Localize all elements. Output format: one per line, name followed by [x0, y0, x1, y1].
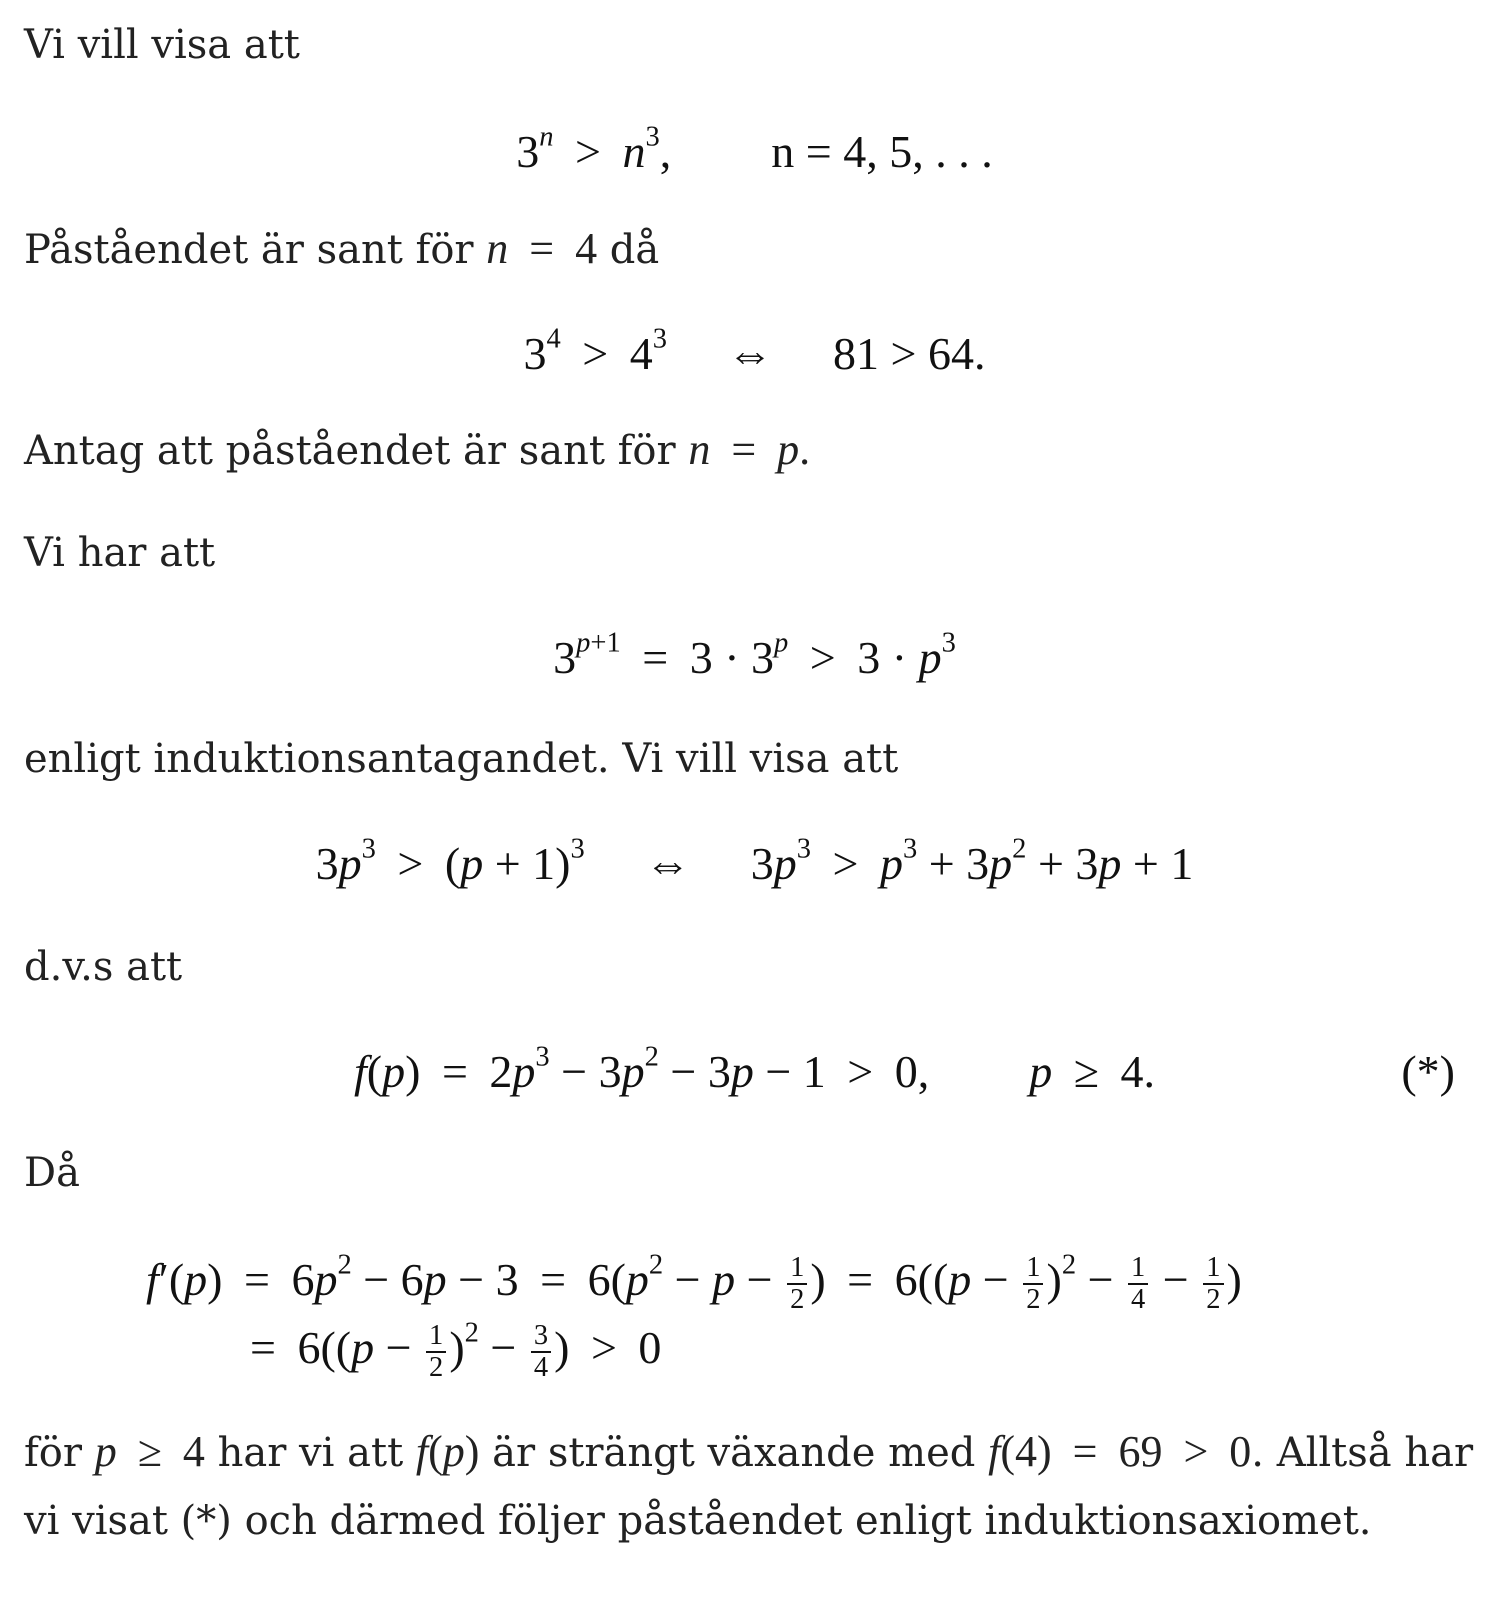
star-condition: p ≥ 4. [1029, 1046, 1155, 1097]
base-numeric: 81 > 64. [833, 328, 986, 379]
base-case-text: Påståendet är sant för n = 4 då [24, 224, 660, 273]
conclusion-part-4: . Alltså har vi visat (*) och därmed följer påståendet enligt induktionsaxiomet. [24, 1430, 1474, 1544]
assumption-text: Antag att påståendet är sant för n = p. [24, 425, 811, 474]
goal-equation: $3p^3 > (p + 1)^3$ ⇔ $3p^3 > p^3 + 3p^2 + 3p + 1$ [315, 833, 1194, 889]
conclusion-part-1: för [24, 1430, 95, 1476]
derivative-line-1: $f'(p) = 6p^2 - 6p - 3 = 6(p^2 - p$ − $\frac{1}{2}$ ) = 6((p − $\frac{1}{2}$ )$^2$ − $\frac{1}{4}$ − $\frac{1}{2}$ ) [146, 1249, 1242, 1315]
assumption-label: Antag att påståendet är sant för [24, 428, 689, 474]
derivative-line-2: = 6((p − $\frac{1}{2}$ )$^2$ − $\frac{3}{4}$ ) > 0 [250, 1317, 662, 1383]
conclusion-part-3: är strängt växande med [479, 1430, 989, 1476]
statement-equation: $3^n > n^3$, n = 4, 5, . . . [516, 121, 993, 177]
conclusion-text: för p ≥ 4 har vi att f(p) är strängt växande med f(4) = 69 > 0. Alltså har vi visat (*) och därmed följer påståendet enligt induktionsaxiomet. [24, 1427, 1474, 1544]
intro-text: Vi vill visa att [24, 22, 300, 68]
statement-range: n = 4, 5, . . . [771, 126, 993, 177]
according-text: enligt induktionsantagandet. Vi vill visa att [24, 736, 899, 782]
base-case-equation: $3^4 > 4^3$ ⇔ 81 > 64. [523, 323, 986, 379]
star-equation: $f(p) = 2p^3 - 3p^2 - 3p - 1 > 0$, p ≥ 4. [354, 1041, 1155, 1097]
base-case-label: Påståendet är sant för [24, 227, 487, 273]
we-have-text: Vi har att [24, 530, 216, 576]
ie-text: d.v.s att [24, 944, 183, 990]
inductive-step-equation: $3^{p+1} = 3 \cdot 3^p > 3 \cdot p^3$ [553, 627, 956, 683]
conclusion-part-2: har vi att [204, 1430, 416, 1476]
equation-tag: (*) [1401, 1046, 1455, 1097]
base-case-suffix: då [597, 227, 660, 273]
then-text: Då [24, 1150, 80, 1196]
